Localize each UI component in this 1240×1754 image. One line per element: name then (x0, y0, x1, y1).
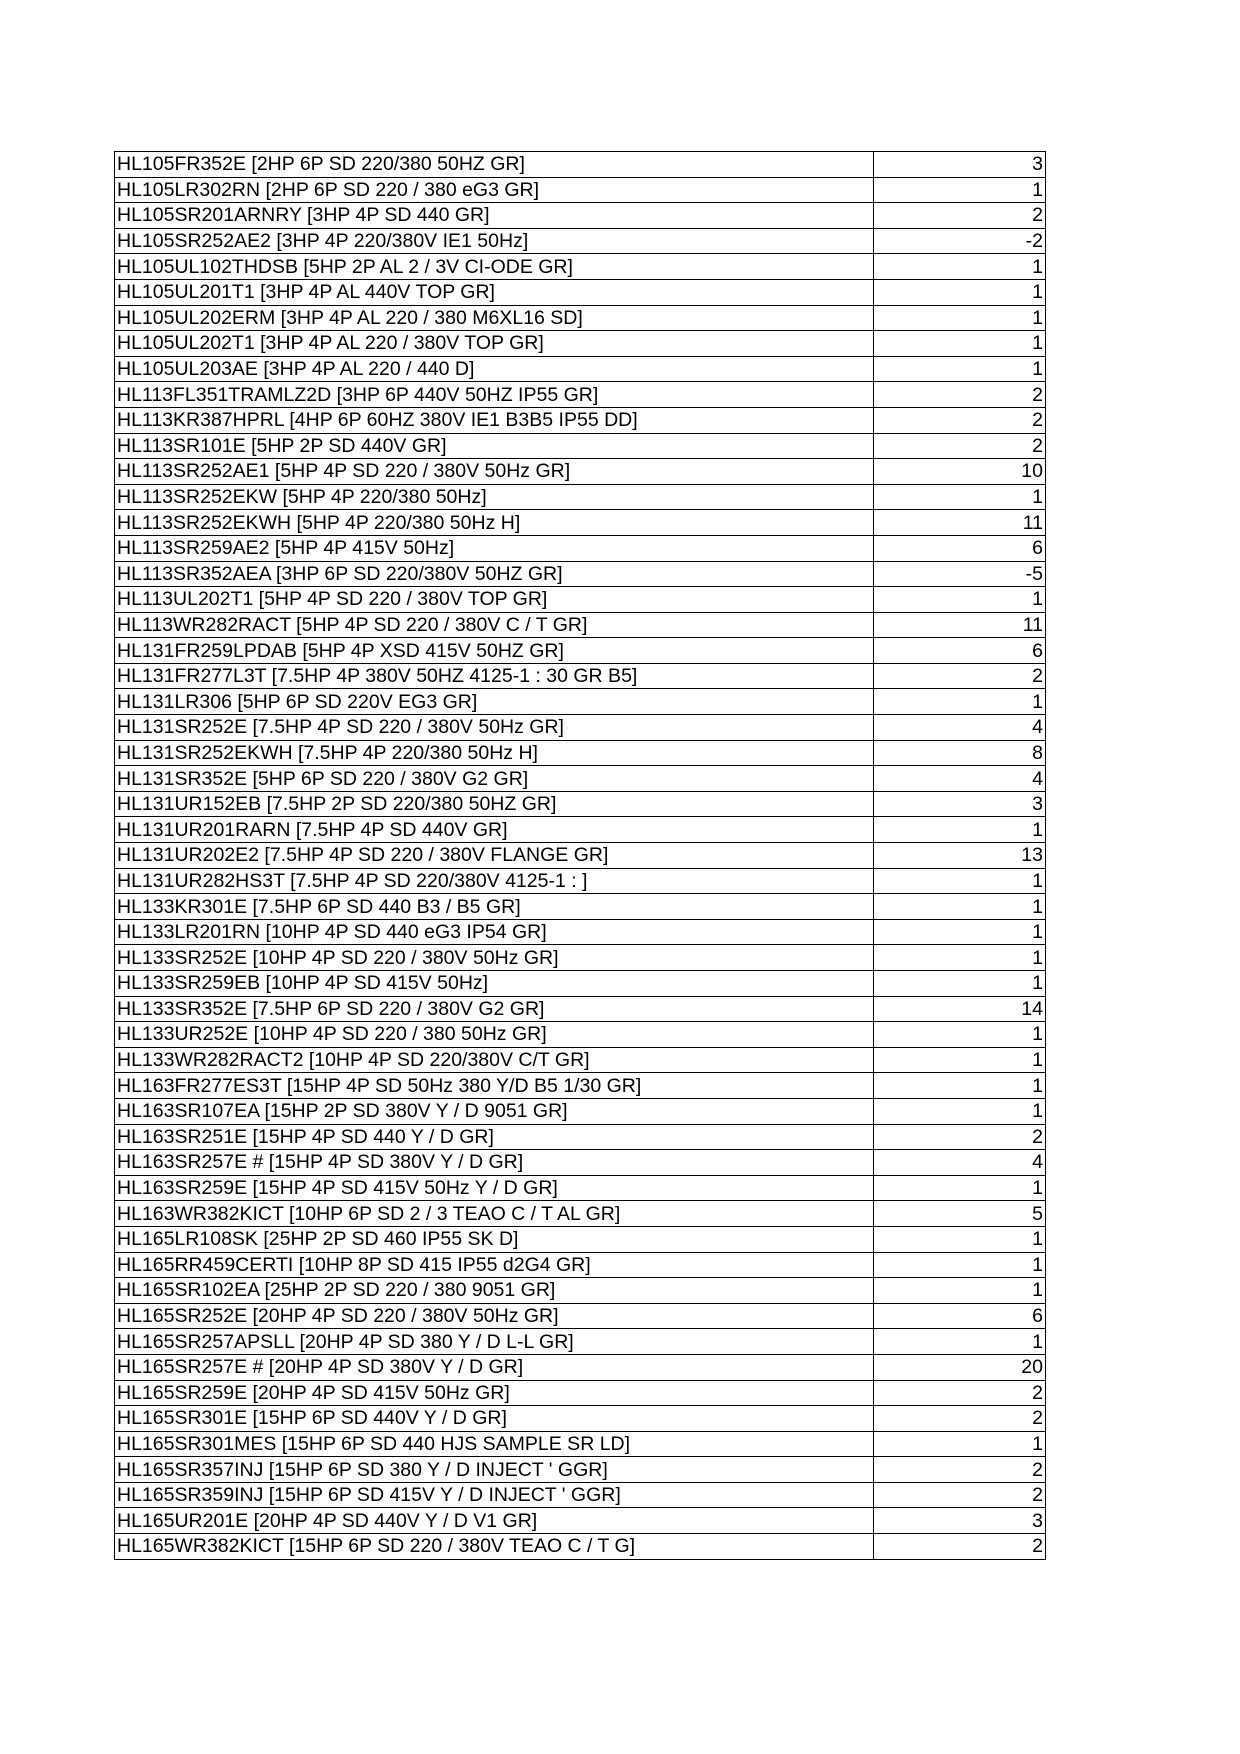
table-row (115, 843, 1046, 869)
table-row (115, 356, 1046, 382)
item-description-cell: HL105UL202ERM [3HP 4P AL 220 / 380 M6XL16 SD] (115, 305, 874, 331)
table-row (115, 587, 1046, 613)
table-row (115, 1047, 1046, 1073)
item-description-cell: HL113WR282RACT [5HP 4P SD 220 / 380V C / T GR] (115, 612, 874, 638)
quantity-cell: 1 (874, 868, 1046, 894)
item-description-cell: HL113SR252AE1 [5HP 4P SD 220 / 380V 50Hz GR] (115, 459, 874, 485)
table-row (115, 1534, 1046, 1560)
table-row (115, 919, 1046, 945)
quantity-cell: 2 (874, 1380, 1046, 1406)
item-description-cell: HL131UR282HS3T [7.5HP 4P SD 220/380V 4125-1 : ] (115, 868, 874, 894)
item-description-cell: HL165SR359INJ [15HP 6P SD 415V Y / D INJECT ' GGR] (115, 1482, 874, 1508)
quantity-cell: 8 (874, 740, 1046, 766)
table-row (115, 305, 1046, 331)
table-body (115, 152, 1046, 1560)
table-row (115, 1098, 1046, 1124)
item-description-cell: HL163SR257E # [15HP 4P SD 380V Y / D GR] (115, 1150, 874, 1176)
table-row (115, 663, 1046, 689)
table-row (115, 535, 1046, 561)
item-description-cell: HL133SR252E [10HP 4P SD 220 / 380V 50Hz GR] (115, 945, 874, 971)
table-row (115, 407, 1046, 433)
quantity-cell: 6 (874, 638, 1046, 664)
item-description-cell: HL165UR201E [20HP 4P SD 440V Y / D V1 GR] (115, 1508, 874, 1534)
quantity-cell: 1 (874, 971, 1046, 997)
quantity-cell: 2 (874, 1482, 1046, 1508)
item-description-cell: HL113SR101E [5HP 2P SD 440V GR] (115, 433, 874, 459)
item-description-cell: HL131SR252E [7.5HP 4P SD 220 / 380V 50Hz GR] (115, 715, 874, 741)
quantity-cell: 1 (874, 689, 1046, 715)
table-row (115, 228, 1046, 254)
table-row (115, 766, 1046, 792)
item-description-cell: HL105SR201ARNRY [3HP 4P SD 440 GR] (115, 203, 874, 229)
item-description-cell: HL105UL203AE [3HP 4P AL 220 / 440 D] (115, 356, 874, 382)
quantity-cell: 14 (874, 996, 1046, 1022)
quantity-cell: 1 (874, 1022, 1046, 1048)
table-row (115, 1303, 1046, 1329)
quantity-cell: 1 (874, 894, 1046, 920)
quantity-cell: -5 (874, 561, 1046, 587)
item-description-cell: HL165SR259E [20HP 4P SD 415V 50Hz GR] (115, 1380, 874, 1406)
quantity-cell: 2 (874, 663, 1046, 689)
quantity-cell: 1 (874, 945, 1046, 971)
table-row (115, 689, 1046, 715)
table-row (115, 1329, 1046, 1355)
table-row (115, 1073, 1046, 1099)
quantity-cell: 1 (874, 1252, 1046, 1278)
quantity-cell: 11 (874, 612, 1046, 638)
table-row (115, 996, 1046, 1022)
table-row (115, 382, 1046, 408)
item-description-cell: HL131FR259LPDAB [5HP 4P XSD 415V 50HZ GR] (115, 638, 874, 664)
item-description-cell: HL133SR352E [7.5HP 6P SD 220 / 380V G2 GR] (115, 996, 874, 1022)
quantity-cell: 4 (874, 766, 1046, 792)
inventory-table (114, 151, 1046, 1560)
quantity-cell: 13 (874, 843, 1046, 869)
quantity-cell: 2 (874, 203, 1046, 229)
item-description-cell: HL131SR352E [5HP 6P SD 220 / 380V G2 GR] (115, 766, 874, 792)
table-row (115, 331, 1046, 357)
quantity-cell: 1 (874, 919, 1046, 945)
quantity-cell: 1 (874, 1047, 1046, 1073)
item-description-cell: HL113SR252EKW [5HP 4P 220/380 50Hz] (115, 484, 874, 510)
quantity-cell: 1 (874, 177, 1046, 203)
item-description-cell: HL165SR301E [15HP 6P SD 440V Y / D GR] (115, 1406, 874, 1432)
item-description-cell: HL163FR277ES3T [15HP 4P SD 50Hz 380 Y/D B5 1/30 GR] (115, 1073, 874, 1099)
item-description-cell: HL163SR107EA [15HP 2P SD 380V Y / D 9051 GR] (115, 1098, 874, 1124)
table-row (115, 894, 1046, 920)
item-description-cell: HL165RR459CERTI [10HP 8P SD 415 IP55 d2G4 GR] (115, 1252, 874, 1278)
table-row (115, 1226, 1046, 1252)
item-description-cell: HL105UL201T1 [3HP 4P AL 440V TOP GR] (115, 279, 874, 305)
quantity-cell: 3 (874, 791, 1046, 817)
item-description-cell: HL105UL102THDSB [5HP 2P AL 2 / 3V CI-ODE GR] (115, 254, 874, 280)
table-row (115, 740, 1046, 766)
item-description-cell: HL165SR102EA [25HP 2P SD 220 / 380 9051 GR] (115, 1278, 874, 1304)
item-description-cell: HL133UR252E [10HP 4P SD 220 / 380 50Hz GR] (115, 1022, 874, 1048)
quantity-cell: 2 (874, 1124, 1046, 1150)
item-description-cell: HL131SR252EKWH [7.5HP 4P 220/380 50Hz H] (115, 740, 874, 766)
quantity-cell: 3 (874, 1508, 1046, 1534)
table-row (115, 1431, 1046, 1457)
quantity-cell: 1 (874, 1278, 1046, 1304)
item-description-cell: HL133SR259EB [10HP 4P SD 415V 50Hz] (115, 971, 874, 997)
table-row (115, 1175, 1046, 1201)
item-description-cell: HL105LR302RN [2HP 6P SD 220 / 380 eG3 GR] (115, 177, 874, 203)
quantity-cell: 10 (874, 459, 1046, 485)
item-description-cell: HL105FR352E [2HP 6P SD 220/380 50HZ GR] (115, 152, 874, 178)
table-row (115, 1201, 1046, 1227)
item-description-cell: HL113KR387HPRL [4HP 6P 60HZ 380V IE1 B3B5 IP55 DD] (115, 407, 874, 433)
table-row (115, 203, 1046, 229)
item-description-cell: HL165SR301MES [15HP 6P SD 440 HJS SAMPLE SR LD] (115, 1431, 874, 1457)
item-description-cell: HL163SR259E [15HP 4P SD 415V 50Hz Y / D GR] (115, 1175, 874, 1201)
item-description-cell: HL163WR382KICT [10HP 6P SD 2 / 3 TEAO C / T AL GR] (115, 1201, 874, 1227)
table-row (115, 791, 1046, 817)
table-row (115, 1278, 1046, 1304)
item-description-cell: HL131UR152EB [7.5HP 2P SD 220/380 50HZ GR] (115, 791, 874, 817)
item-description-cell: HL131UR202E2 [7.5HP 4P SD 220 / 380V FLANGE GR] (115, 843, 874, 869)
table-row (115, 510, 1046, 536)
table-row (115, 561, 1046, 587)
item-description-cell: HL113SR252EKWH [5HP 4P 220/380 50Hz H] (115, 510, 874, 536)
quantity-cell: 2 (874, 1534, 1046, 1560)
quantity-cell: 1 (874, 1073, 1046, 1099)
table-row (115, 868, 1046, 894)
item-description-cell: HL165LR108SK [25HP 2P SD 460 IP55 SK D] (115, 1226, 874, 1252)
table-row (115, 1380, 1046, 1406)
quantity-cell: 2 (874, 1406, 1046, 1432)
item-description-cell: HL133KR301E [7.5HP 6P SD 440 B3 / B5 GR] (115, 894, 874, 920)
table-row (115, 1354, 1046, 1380)
table-row (115, 612, 1046, 638)
quantity-cell: 2 (874, 382, 1046, 408)
quantity-cell: 1 (874, 1329, 1046, 1355)
quantity-cell: 4 (874, 1150, 1046, 1176)
table-row (115, 715, 1046, 741)
item-description-cell: HL131UR201RARN [7.5HP 4P SD 440V GR] (115, 817, 874, 843)
item-description-cell: HL131LR306 [5HP 6P SD 220V EG3 GR] (115, 689, 874, 715)
table-row (115, 1150, 1046, 1176)
quantity-cell: 1 (874, 587, 1046, 613)
quantity-cell: 1 (874, 817, 1046, 843)
table-row (115, 971, 1046, 997)
table-row (115, 1124, 1046, 1150)
table-row (115, 433, 1046, 459)
table-row (115, 279, 1046, 305)
quantity-cell: 1 (874, 254, 1046, 280)
quantity-cell: -2 (874, 228, 1046, 254)
table-row (115, 1457, 1046, 1483)
table-row (115, 152, 1046, 178)
quantity-cell: 1 (874, 1098, 1046, 1124)
item-description-cell: HL133WR282RACT2 [10HP 4P SD 220/380V C/T GR] (115, 1047, 874, 1073)
quantity-cell: 2 (874, 433, 1046, 459)
table-row (115, 1252, 1046, 1278)
table-row (115, 1508, 1046, 1534)
table-row (115, 817, 1046, 843)
item-description-cell: HL165SR257E # [20HP 4P SD 380V Y / D GR] (115, 1354, 874, 1380)
quantity-cell: 1 (874, 1226, 1046, 1252)
quantity-cell: 20 (874, 1354, 1046, 1380)
item-description-cell: HL133LR201RN [10HP 4P SD 440 eG3 IP54 GR] (115, 919, 874, 945)
item-description-cell: HL165SR257APSLL [20HP 4P SD 380 Y / D L-L GR] (115, 1329, 874, 1355)
quantity-cell: 1 (874, 356, 1046, 382)
quantity-cell: 1 (874, 484, 1046, 510)
item-description-cell: HL113FL351TRAMLZ2D [3HP 6P 440V 50HZ IP55 GR] (115, 382, 874, 408)
table-row (115, 638, 1046, 664)
table-row (115, 254, 1046, 280)
item-description-cell: HL113SR259AE2 [5HP 4P 415V 50Hz] (115, 535, 874, 561)
quantity-cell: 5 (874, 1201, 1046, 1227)
quantity-cell: 1 (874, 1175, 1046, 1201)
table-row (115, 459, 1046, 485)
table-row (115, 1482, 1046, 1508)
table-row (115, 945, 1046, 971)
table-row (115, 1406, 1046, 1432)
item-description-cell: HL131FR277L3T [7.5HP 4P 380V 50HZ 4125-1 : 30 GR B5] (115, 663, 874, 689)
item-description-cell: HL105SR252AE2 [3HP 4P 220/380V IE1 50Hz] (115, 228, 874, 254)
item-description-cell: HL165WR382KICT [15HP 6P SD 220 / 380V TEAO C / T G] (115, 1534, 874, 1560)
item-description-cell: HL165SR357INJ [15HP 6P SD 380 Y / D INJECT ' GGR] (115, 1457, 874, 1483)
quantity-cell: 1 (874, 305, 1046, 331)
quantity-cell: 1 (874, 1431, 1046, 1457)
item-description-cell: HL165SR252E [20HP 4P SD 220 / 380V 50Hz GR] (115, 1303, 874, 1329)
item-description-cell: HL163SR251E [15HP 4P SD 440 Y / D GR] (115, 1124, 874, 1150)
quantity-cell: 1 (874, 279, 1046, 305)
table-row (115, 484, 1046, 510)
quantity-cell: 4 (874, 715, 1046, 741)
item-description-cell: HL113SR352AEA [3HP 6P SD 220/380V 50HZ GR] (115, 561, 874, 587)
quantity-cell: 2 (874, 1457, 1046, 1483)
item-description-cell: HL113UL202T1 [5HP 4P SD 220 / 380V TOP GR] (115, 587, 874, 613)
item-description-cell: HL105UL202T1 [3HP 4P AL 220 / 380V TOP GR] (115, 331, 874, 357)
quantity-cell: 1 (874, 331, 1046, 357)
quantity-cell: 2 (874, 407, 1046, 433)
quantity-cell: 6 (874, 535, 1046, 561)
quantity-cell: 11 (874, 510, 1046, 536)
quantity-cell: 3 (874, 152, 1046, 178)
table-row (115, 1022, 1046, 1048)
quantity-cell: 6 (874, 1303, 1046, 1329)
table-row (115, 177, 1046, 203)
